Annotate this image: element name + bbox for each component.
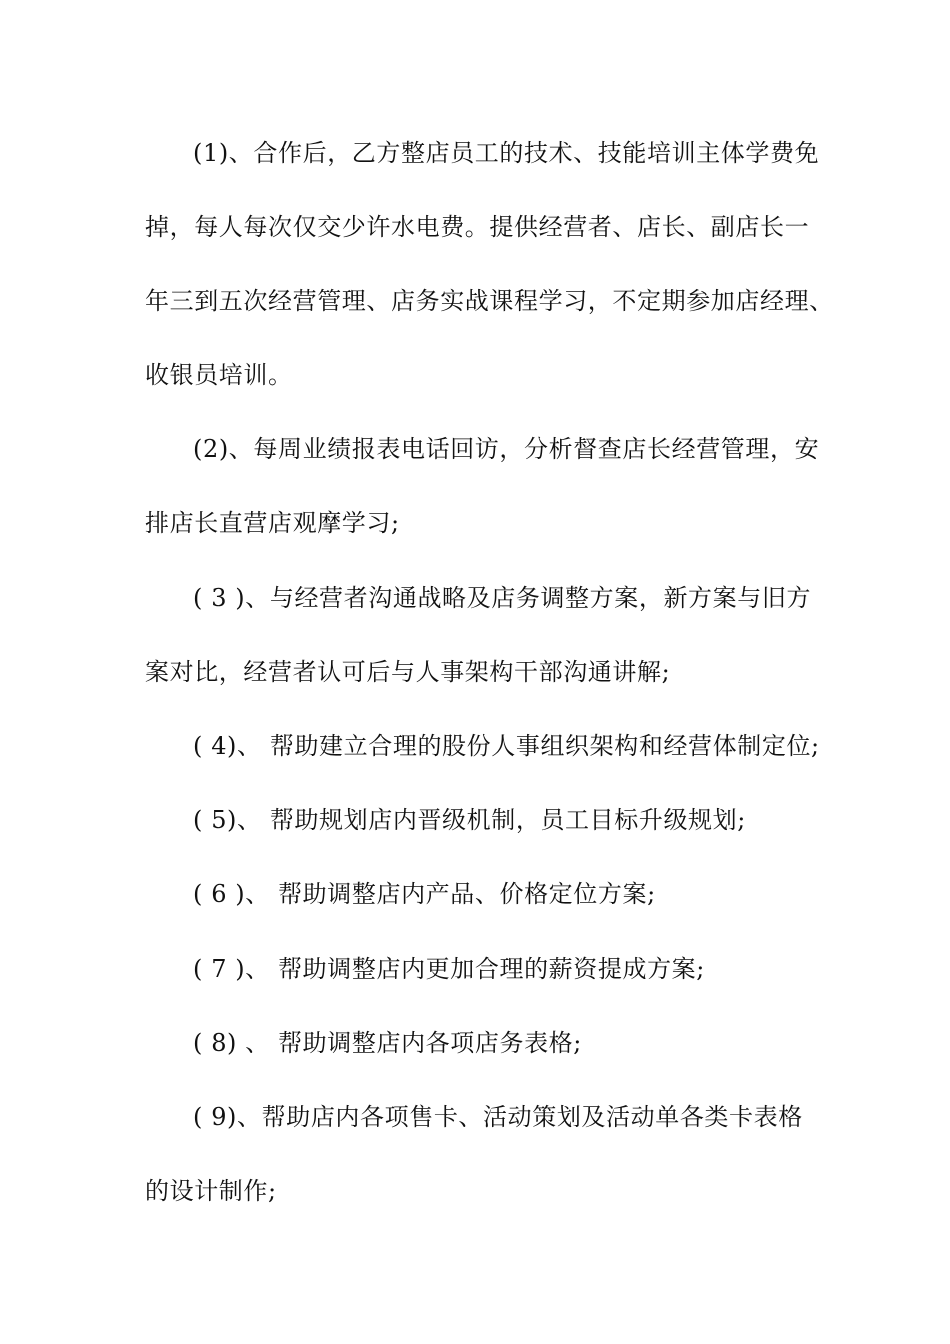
paragraph-2-line-1: (2)、每周业绩报表电话回访，分析督查店长经营管理，安 <box>193 435 820 463</box>
paragraph-5: ( 5)、 帮助规划店内晋级机制，员工目标升级规划; <box>193 806 746 834</box>
paragraph-2-line-2: 排店长直营店观摩学习; <box>145 509 400 537</box>
paragraph-3-line-2: 案对比，经营者认可后与人事架构干部沟通讲解; <box>145 658 671 686</box>
paragraph-1-line-2: 掉，每人每次仅交少许水电费。提供经营者、店长、副店长一 <box>145 213 810 241</box>
paragraph-4: ( 4)、 帮助建立合理的股份人事组织架构和经营体制定位; <box>193 732 820 760</box>
paragraph-1-line-4: 收银员培训。 <box>145 361 293 389</box>
paragraph-7: ( 7 )、 帮助调整店内更加合理的薪资提成方案; <box>193 955 705 983</box>
paragraph-6: ( 6 )、 帮助调整店内产品、价格定位方案; <box>193 880 656 908</box>
paragraph-8: ( 8) 、 帮助调整店内各项店务表格; <box>193 1029 582 1057</box>
paragraph-3-line-1: ( 3 )、与经营者沟通战略及店务调整方案，新方案与旧方 <box>193 584 812 612</box>
paragraph-9-line-2: 的设计制作; <box>145 1177 277 1205</box>
paragraph-1-line-3: 年三到五次经营管理、店务实战课程学习，不定期参加店经理、 <box>145 287 834 315</box>
paragraph-9-line-1: ( 9)、帮助店内各项售卡、活动策划及活动单各类卡表格 <box>193 1103 803 1131</box>
paragraph-1-line-1: (1)、合作后，乙方整店员工的技术、技能培训主体学费免 <box>193 139 820 167</box>
